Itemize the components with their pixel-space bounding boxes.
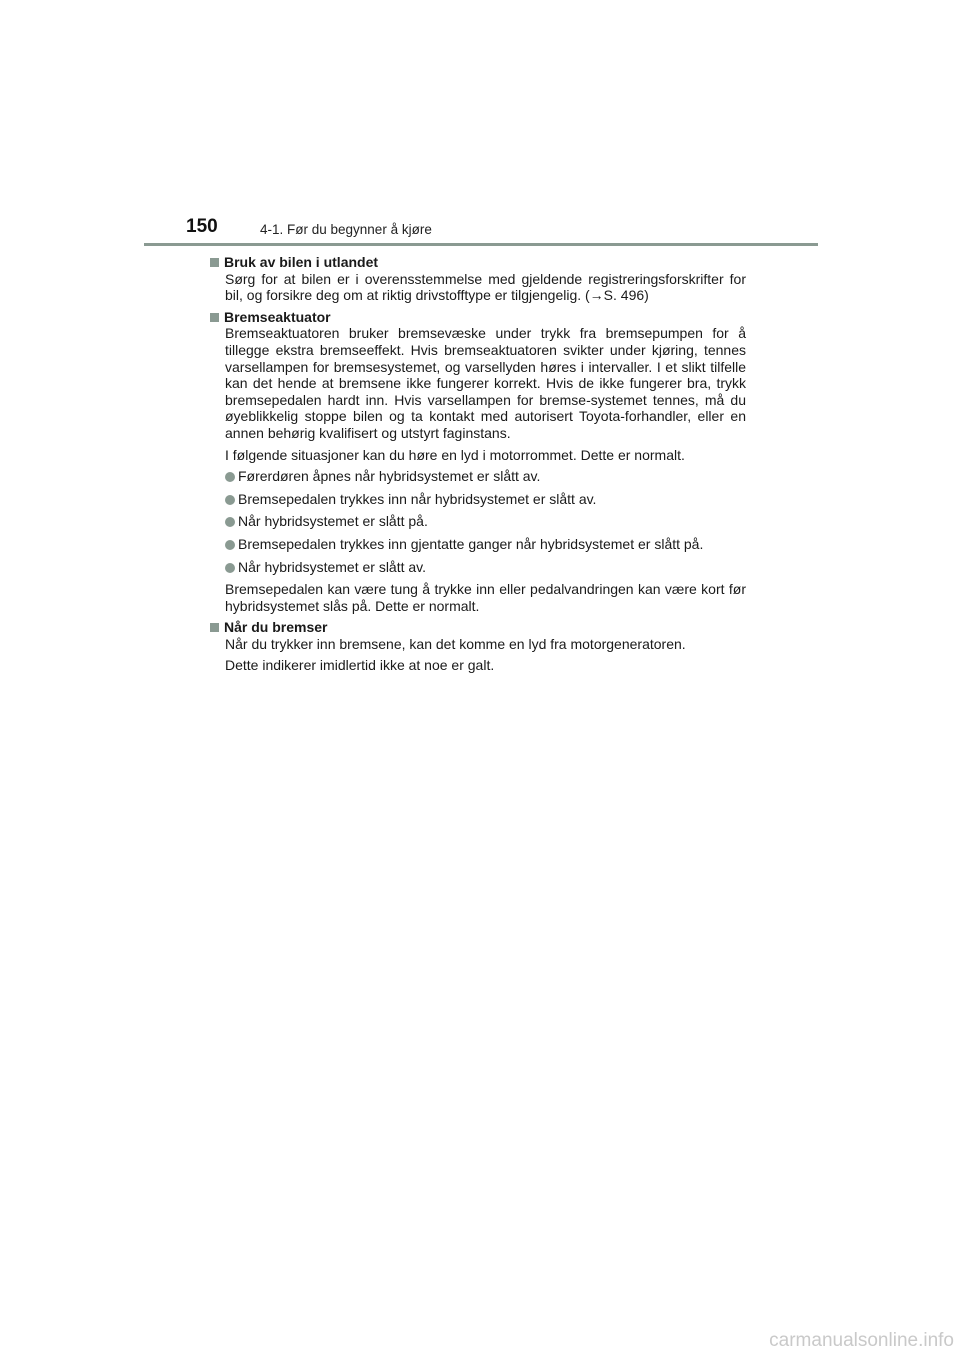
section-bremseaktuator	[210, 309, 746, 615]
section-utlandet	[210, 254, 746, 304]
section-heading-text: Bremseaktuator	[224, 308, 331, 325]
circle-bullet-icon	[225, 517, 235, 527]
header-divider	[144, 243, 818, 246]
section-body	[210, 271, 746, 304]
paragraph: I følgende situasjoner kan du høre en lyd i motorrommet. Dette er normalt.	[225, 446, 685, 463]
square-bullet-icon	[210, 258, 219, 267]
list-item-text: Førerdøren åpnes når hybridsystemet er slått av.	[238, 468, 541, 485]
circle-bullet-icon	[225, 563, 235, 573]
page-number: 150	[186, 216, 218, 237]
circle-bullet-icon	[225, 472, 235, 482]
list-item	[225, 491, 746, 508]
circle-bullet-icon	[225, 495, 235, 505]
page-content	[210, 254, 746, 679]
section-heading-text: Når du bremser	[224, 619, 328, 636]
section-heading	[210, 309, 746, 326]
paragraph: Dette indikerer imidlertid ikke at noe er galt.	[225, 657, 495, 674]
page-header	[186, 214, 818, 246]
list-item-text: Bremsepedalen trykkes inn når hybridsystemet er slått av.	[238, 490, 597, 507]
watermark-text: carmanualsonline.info	[769, 1330, 954, 1351]
section-bremser	[210, 619, 746, 674]
list-item	[225, 513, 746, 530]
section-heading	[210, 619, 746, 636]
paragraph: Når du trykker inn bremsene, kan det komme en lyd fra motorgeneratoren.	[225, 635, 686, 652]
list-item-text: Når hybridsystemet er slått på.	[238, 513, 428, 530]
list-item-text: Bremsepedalen trykkes inn gjentatte ganger når hybridsystemet er slått på.	[238, 535, 704, 552]
square-bullet-icon	[210, 623, 219, 632]
list-item-text: Når hybridsystemet er slått av.	[238, 558, 427, 575]
square-bullet-icon	[210, 313, 219, 322]
paragraph: Bremsepedalen kan være tung å trykke inn eller pedalvandringen kan være kort før hybridsystemet slås på. Dette er normalt.	[225, 581, 746, 614]
list-item	[225, 559, 746, 576]
paragraph: Sørg for at bilen er i overensstemmelse med gjeldende registreringsforskrifter for bil, og forsikre deg om at riktig drivstofftype er tilgjengelig. (→S. 496)	[225, 270, 746, 304]
section-body	[210, 325, 746, 614]
section-heading-text: Bruk av bilen i utlandet	[224, 254, 379, 270]
bullet-list	[225, 468, 746, 575]
section-title: 4-1. Før du begynner å kjøre	[260, 222, 432, 237]
section-heading	[210, 254, 746, 271]
paragraph: Bremseaktuatoren bruker bremsevæske under trykk fra bremsepumpen for å tillegge ekstra bremseeffekt. Hvis bremseaktuatoren svikter under kjøring, tennes varsellampen for bremsesystemet, og varsellyden høres i intervaller. I et slikt tilfelle kan det hende at bremsene ikke fungerer korrekt. Hvis de ikke fungerer bra, trykk bremsepedalen hardt inn. Hvis varsellampen for bremse-systemet tennes, må du øyeblikkelig stoppe bilen og ta kontakt med autorisert Toyota-forhandler, eller en annen behørig kvalifisert og utstyrt faginstans.	[225, 325, 746, 441]
section-body	[210, 636, 746, 674]
circle-bullet-icon	[225, 540, 235, 550]
list-item	[225, 536, 746, 553]
list-item	[225, 468, 746, 485]
